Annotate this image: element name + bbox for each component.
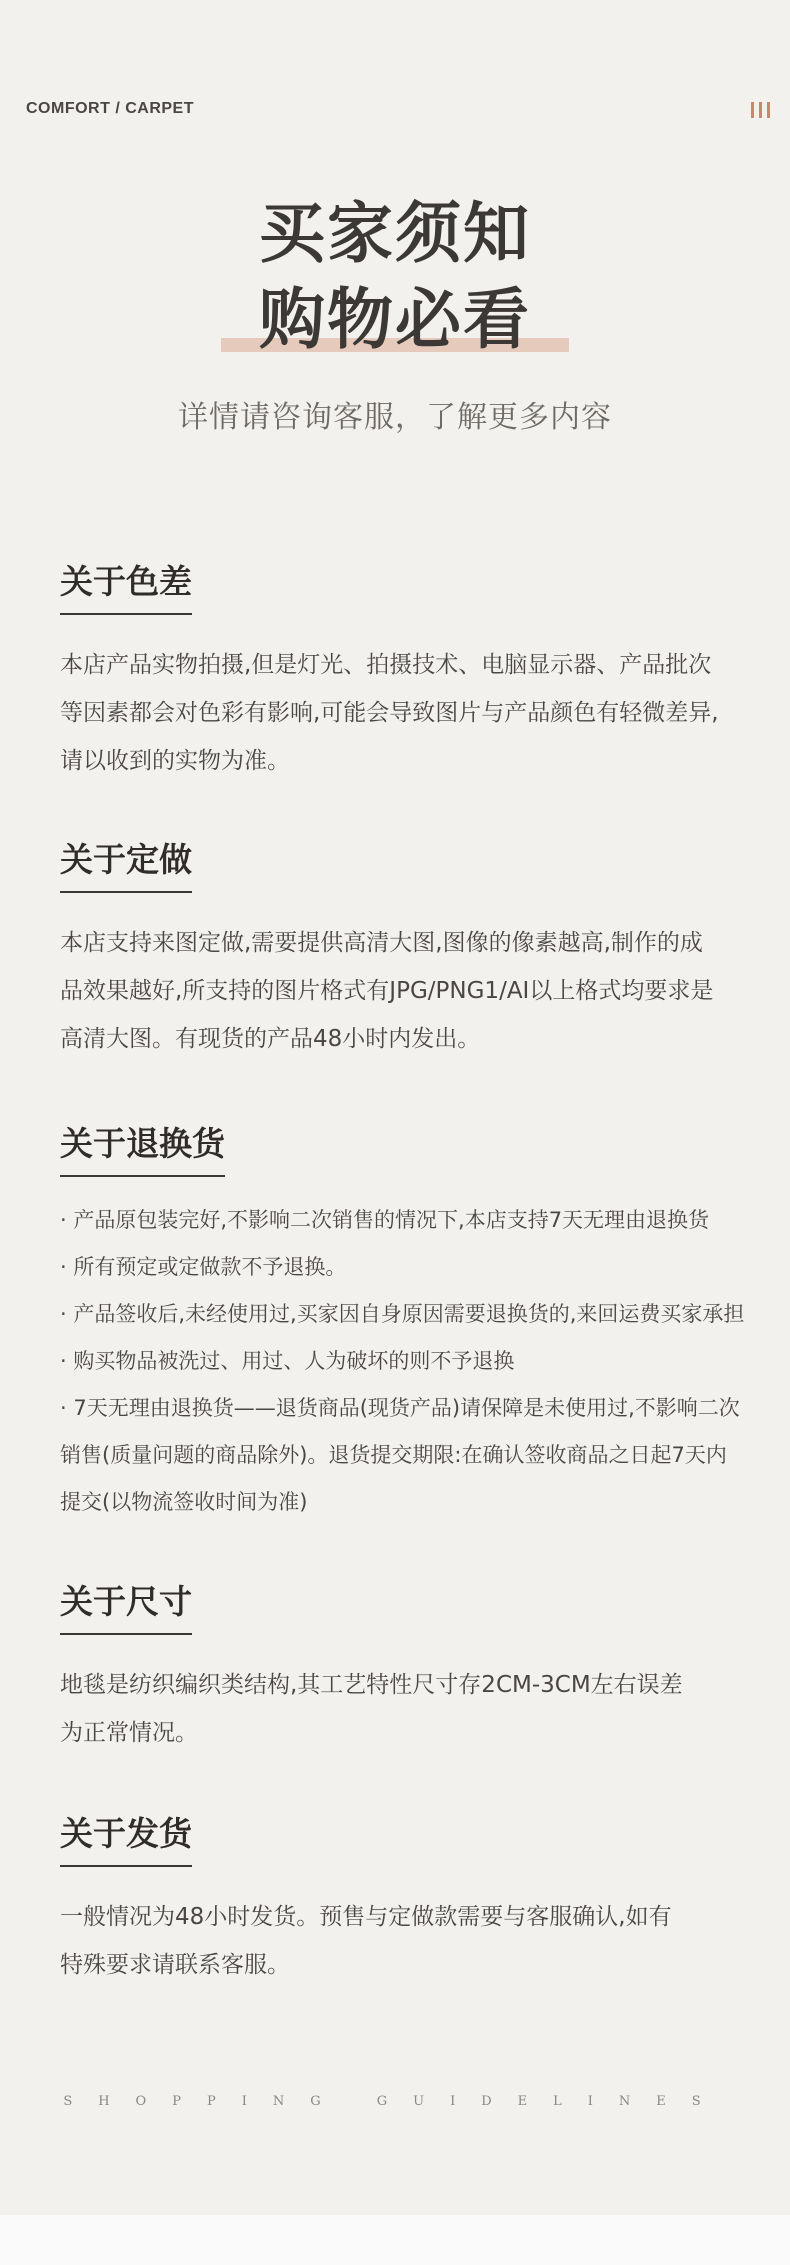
hero-title-line2: 购物必看 [259,280,531,358]
section-size [60,1576,750,1757]
body-line: 特殊要求请联系客服。 [60,1952,290,1978]
body-line: 地毯是纺织编织类结构,其工艺特性尺寸存2CM-3CM左右误差 [60,1672,683,1698]
section-body [60,1661,750,1757]
section-title: 关于尺寸 [60,1576,192,1635]
body-line: 请以收到的实物为准。 [60,748,290,774]
bottom-strip [0,2215,790,2265]
three-bars-icon [751,102,770,118]
body-line: 一般情况为48小时发货。预售与定做款需要与客服确认,如有 [60,1904,672,1930]
returns-list [60,1197,750,1526]
hero [0,190,790,436]
list-item: · 所有预定或定做款不予退换。 [60,1255,347,1279]
section-title: 关于色差 [60,556,192,615]
list-item: · 产品签收后,未经使用过,买家因自身原因需要退换货的,来回运费买家承担 [60,1302,745,1326]
body-line: 品效果越好,所支持的图片格式有JPG/PNG1/AI以上格式均要求是 [60,978,714,1004]
list-item: · 产品原包装完好,不影响二次销售的情况下,本店支持7天无理由退换货 [60,1208,710,1232]
section-title: 关于退换货 [60,1118,225,1177]
section-body [60,919,750,1063]
section-body [60,641,750,785]
section-custom-order [60,834,750,1063]
section-shipping [60,1808,750,1989]
hero-title-line1: 买家须知 [259,194,531,272]
hero-subtitle: 详情请咨询客服，了解更多内容 [178,400,612,435]
body-line: 本店支持来图定做,需要提供高清大图,图像的像素越高,制作的成 [60,930,703,956]
list-item: · 7天无理由退换货——退货商品(现货产品)请保障是未使用过,不影响二次 [60,1396,740,1420]
list-item: 销售(质量问题的商品除外)。退货提交期限:在确认签收商品之日起7天内 [60,1443,727,1467]
section-title: 关于发货 [60,1808,192,1867]
footer-tagline: SHOPPING GUIDELINES [63,2094,727,2109]
section-returns [60,1118,750,1547]
list-item: · 购买物品被洗过、用过、人为破坏的则不予退换 [60,1349,515,1373]
body-line: 为正常情况。 [60,1720,198,1746]
section-body [60,1893,750,1989]
body-line: 本店产品实物拍摄,但是灯光、拍摄技术、电脑显示器、产品批次 [60,652,712,678]
body-line: 等因素都会对色彩有影响,可能会导致图片与产品颜色有轻微差异, [60,700,719,726]
body-line: 高清大图。有现货的产品48小时内发出。 [60,1026,481,1052]
section-title: 关于定做 [60,834,192,893]
brand-label: COMFORT / CARPET [26,100,194,117]
section-color-difference [60,556,750,785]
list-item: 提交(以物流签收时间为准) [60,1490,308,1514]
